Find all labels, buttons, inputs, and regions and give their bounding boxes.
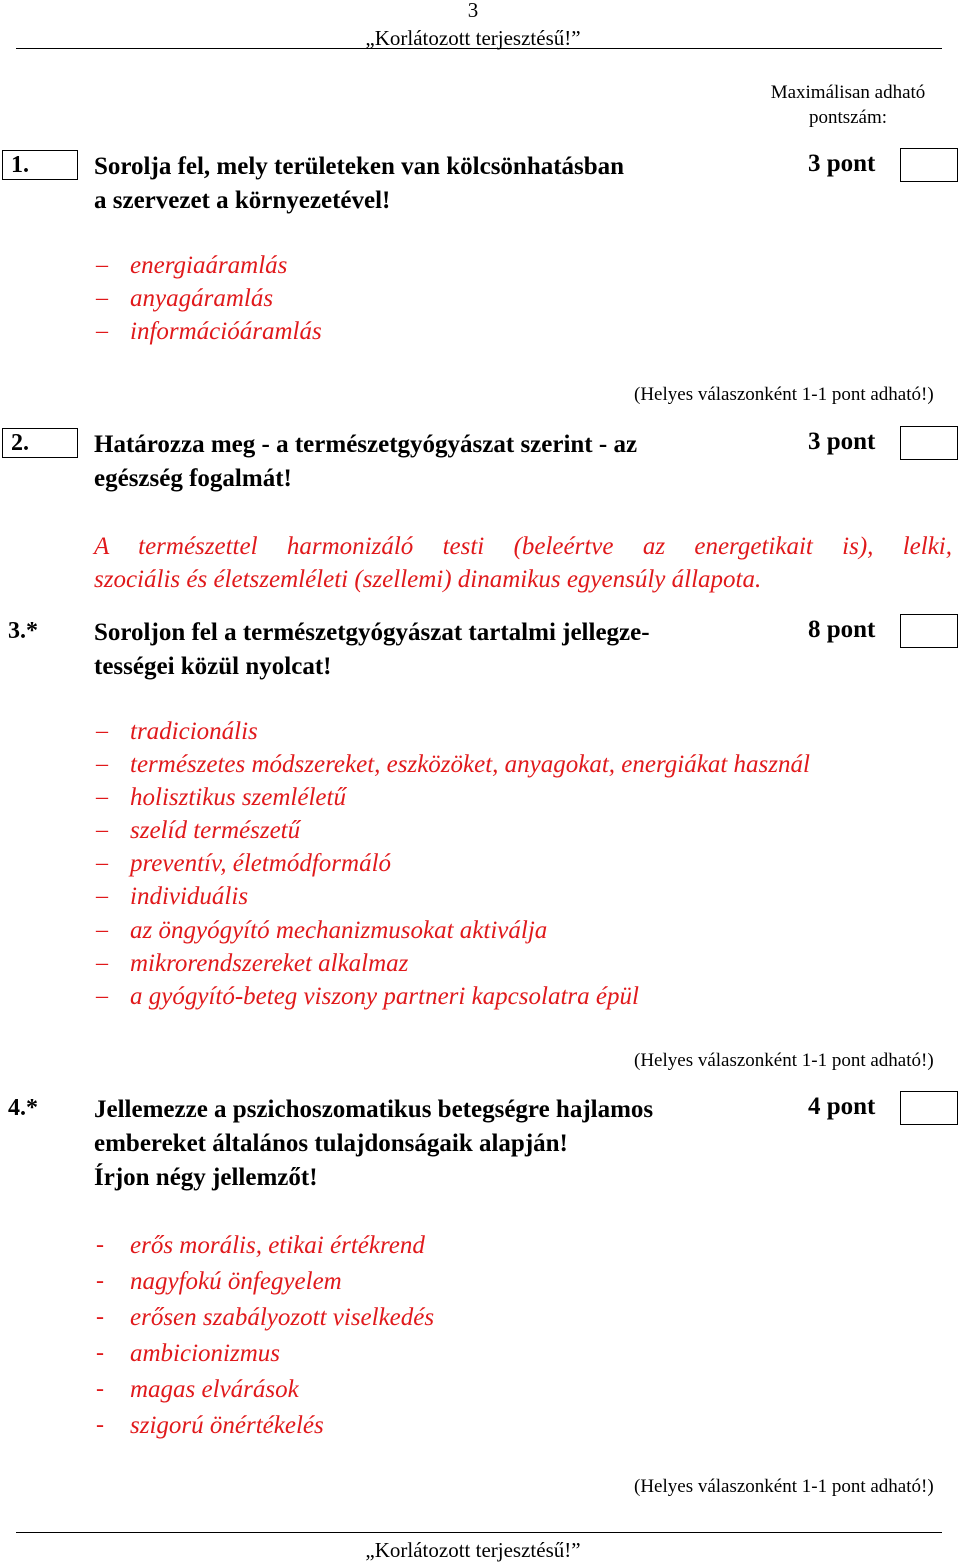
dash-bullet: -: [96, 1268, 104, 1294]
q3-answer-6: individuális: [130, 883, 249, 910]
question-3-number: 3.*: [8, 618, 38, 644]
q3-answer-8: mikrorendszereket alkalmaz: [130, 950, 409, 977]
dash-bullet: -: [96, 1232, 104, 1258]
dash-bullet: –: [96, 252, 108, 278]
max-points-label-line2: pontszám:: [808, 107, 888, 128]
footer-title: „Korlátozott terjesztésű!”: [365, 1538, 581, 1562]
question-4-text: [94, 1093, 653, 1195]
dash-bullet: –: [96, 318, 108, 344]
q4-answer-5: magas elvárások: [130, 1376, 299, 1403]
question-2-answer-line-2: szociális és életszemléleti (szellemi) dinamikus egyensúly állapota.: [94, 566, 762, 593]
question-2-points: 3 pont: [808, 428, 876, 455]
question-1-text: [94, 150, 624, 218]
question-3-line-1: Soroljon fel a természetgyógyászat tartalmi jellegze-: [94, 619, 650, 646]
question-2-line-2: egészség fogalmát!: [94, 465, 292, 492]
question-2-number: 2.: [2, 428, 78, 458]
dash-bullet: -: [96, 1412, 104, 1438]
dash-bullet: –: [96, 883, 108, 909]
q3-answer-5: preventív, életmódformáló: [130, 850, 392, 877]
question-3-points: 8 pont: [808, 616, 876, 643]
q3-answer-7: az öngyógyító mechanizmusokat aktiválja: [130, 917, 548, 944]
dash-bullet: –: [96, 817, 108, 843]
question-4-points: 4 pont: [808, 1093, 876, 1120]
footer-rule: [16, 1532, 942, 1533]
question-3-line-2: tességei közül nyolcat!: [94, 653, 332, 680]
dash-bullet: –: [96, 285, 108, 311]
dash-bullet: –: [96, 718, 108, 744]
question-1-scoring-note: (Helyes válaszonként 1-1 pont adható!): [634, 384, 934, 405]
question-3-score-box[interactable]: [900, 614, 958, 648]
q1-answer-1: energiaáramlás: [130, 252, 288, 279]
dash-bullet: –: [96, 950, 108, 976]
dash-bullet: –: [96, 983, 108, 1009]
dash-bullet: -: [96, 1376, 104, 1402]
question-1-points: 3 pont: [808, 150, 876, 177]
dash-bullet: -: [96, 1304, 104, 1330]
q4-answer-6: szigorú önértékelés: [130, 1412, 324, 1439]
dash-bullet: -: [96, 1340, 104, 1366]
q3-answer-3: holisztikus szemléletű: [130, 784, 346, 811]
question-4-line-3: Írjon négy jellemzőt!: [94, 1164, 318, 1191]
dash-bullet: –: [96, 850, 108, 876]
q3-answer-9: a gyógyító-beteg viszony partneri kapcsolatra épül: [130, 983, 639, 1010]
question-1-line-2: a szervezet a környezetével!: [94, 187, 391, 214]
question-2-text: [94, 428, 637, 496]
header-title: „Korlátozott terjesztésű!”: [365, 26, 581, 50]
question-2-answer: [94, 530, 952, 596]
page-number: 3: [467, 0, 479, 22]
q3-answer-2: természetes módszereket, eszközöket, anyagokat, energiákat használ: [130, 751, 810, 778]
question-1-score-box[interactable]: [900, 148, 958, 182]
dash-bullet: –: [96, 751, 108, 777]
q1-answer-2: anyagáramlás: [130, 285, 274, 312]
question-4-scoring-note: (Helyes válaszonként 1-1 pont adható!): [634, 1476, 934, 1497]
dash-bullet: –: [96, 917, 108, 943]
q1-answer-3: információáramlás: [130, 318, 322, 345]
question-4-score-box[interactable]: [900, 1091, 958, 1125]
question-3-scoring-note: (Helyes válaszonként 1-1 pont adható!): [634, 1050, 934, 1071]
q3-answer-1: tradicionális: [130, 718, 258, 745]
header-rule: [16, 48, 942, 49]
q4-answer-2: nagyfokú önfegyelem: [130, 1268, 342, 1295]
question-3-text: [94, 616, 650, 684]
question-2-score-box[interactable]: [900, 426, 958, 460]
question-1-line-1: Sorolja fel, mely területeken van kölcsönhatásban: [94, 153, 625, 180]
question-4-number: 4.*: [8, 1095, 38, 1121]
q4-answer-4: ambicionizmus: [130, 1340, 280, 1367]
max-points-label: [760, 80, 936, 130]
question-4-line-2: embereket általános tulajdonságaik alapján!: [94, 1130, 568, 1157]
q3-answer-4: szelíd természetű: [130, 817, 301, 844]
question-2-answer-line-1: A természettel harmonizáló testi (beleértve az energetikait is), lelki,: [94, 533, 952, 560]
question-1-number: 1.: [2, 150, 78, 180]
question-4-line-1: Jellemezze a pszichoszomatikus betegségre hajlamos: [94, 1096, 654, 1123]
question-2-line-1: Határozza meg - a természetgyógyászat szerint - az: [94, 431, 638, 458]
dash-bullet: –: [96, 784, 108, 810]
q4-answer-3: erősen szabályozott viselkedés: [130, 1304, 435, 1331]
max-points-label-line1: Maximálisan adható: [770, 82, 926, 103]
q4-answer-1: erős morális, etikai értékrend: [130, 1232, 425, 1259]
